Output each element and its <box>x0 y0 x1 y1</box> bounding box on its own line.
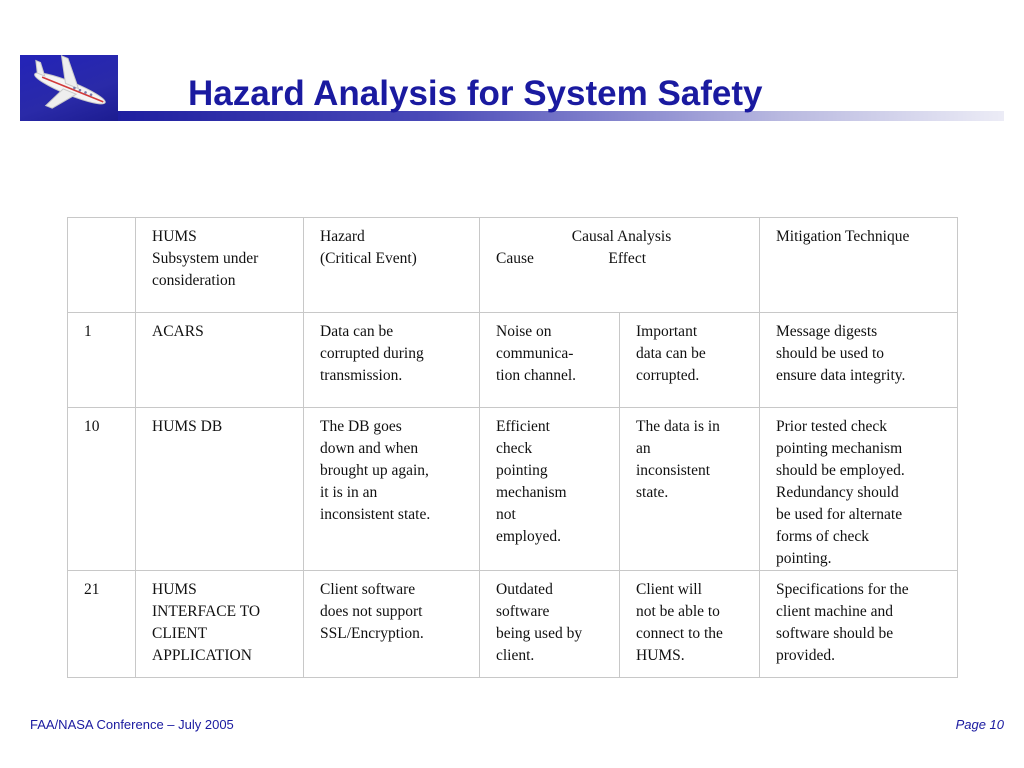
cause-label: Cause <box>496 250 534 267</box>
row-cause: Efficient check pointing mechanism not employed. <box>480 408 620 571</box>
footer-page-number: Page 10 <box>955 717 1004 732</box>
row-hazard: Data can be corrupted during transmission. <box>304 313 480 408</box>
cause-effect-labels <box>496 248 706 270</box>
row-cause: Noise on communica- tion channel. <box>480 313 620 408</box>
footer-conference: FAA/NASA Conference – July 2005 <box>30 717 234 732</box>
causal-analysis-label: Causal Analysis <box>571 228 672 245</box>
row-num: 10 <box>68 408 136 571</box>
header-mitigation: Mitigation Technique <box>760 218 958 313</box>
row-subsystem: HUMS DB <box>136 408 304 571</box>
row-hazard: The DB goes down and when brought up again, it is in an inconsistent state. <box>304 408 480 571</box>
header-hazard: Hazard (Critical Event) <box>304 218 480 313</box>
airplane-logo <box>20 55 118 121</box>
table-row <box>68 571 958 678</box>
effect-label: Effect <box>608 250 646 267</box>
row-subsystem: ACARS <box>136 313 304 408</box>
header-num <box>68 218 136 313</box>
row-effect: Client will not be able to connect to the HUMS. <box>620 571 760 678</box>
page-title: Hazard Analysis for System Safety <box>188 74 763 113</box>
row-mitigation: Prior tested check pointing mechanism should be employed. Redundancy should be used for alternate forms of check pointing. <box>760 408 958 571</box>
row-mitigation: Message digests should be used to ensure data integrity. <box>760 313 958 408</box>
row-effect: The data is in an inconsistent state. <box>620 408 760 571</box>
row-hazard: Client software does not support SSL/Encryption. <box>304 571 480 678</box>
table-row <box>68 408 958 571</box>
header-causal-analysis <box>480 218 760 313</box>
table-header-row <box>68 218 958 313</box>
row-mitigation: Specifications for the client machine and software should be provided. <box>760 571 958 678</box>
row-cause: Outdated software being used by client. <box>480 571 620 678</box>
hazard-table <box>67 217 958 678</box>
header-subsystem: HUMS Subsystem under consideration <box>136 218 304 313</box>
table-row <box>68 313 958 408</box>
row-effect: Important data can be corrupted. <box>620 313 760 408</box>
row-num: 21 <box>68 571 136 678</box>
row-subsystem: HUMS INTERFACE TO CLIENT APPLICATION <box>136 571 304 678</box>
row-num: 1 <box>68 313 136 408</box>
airplane-icon <box>20 55 118 121</box>
